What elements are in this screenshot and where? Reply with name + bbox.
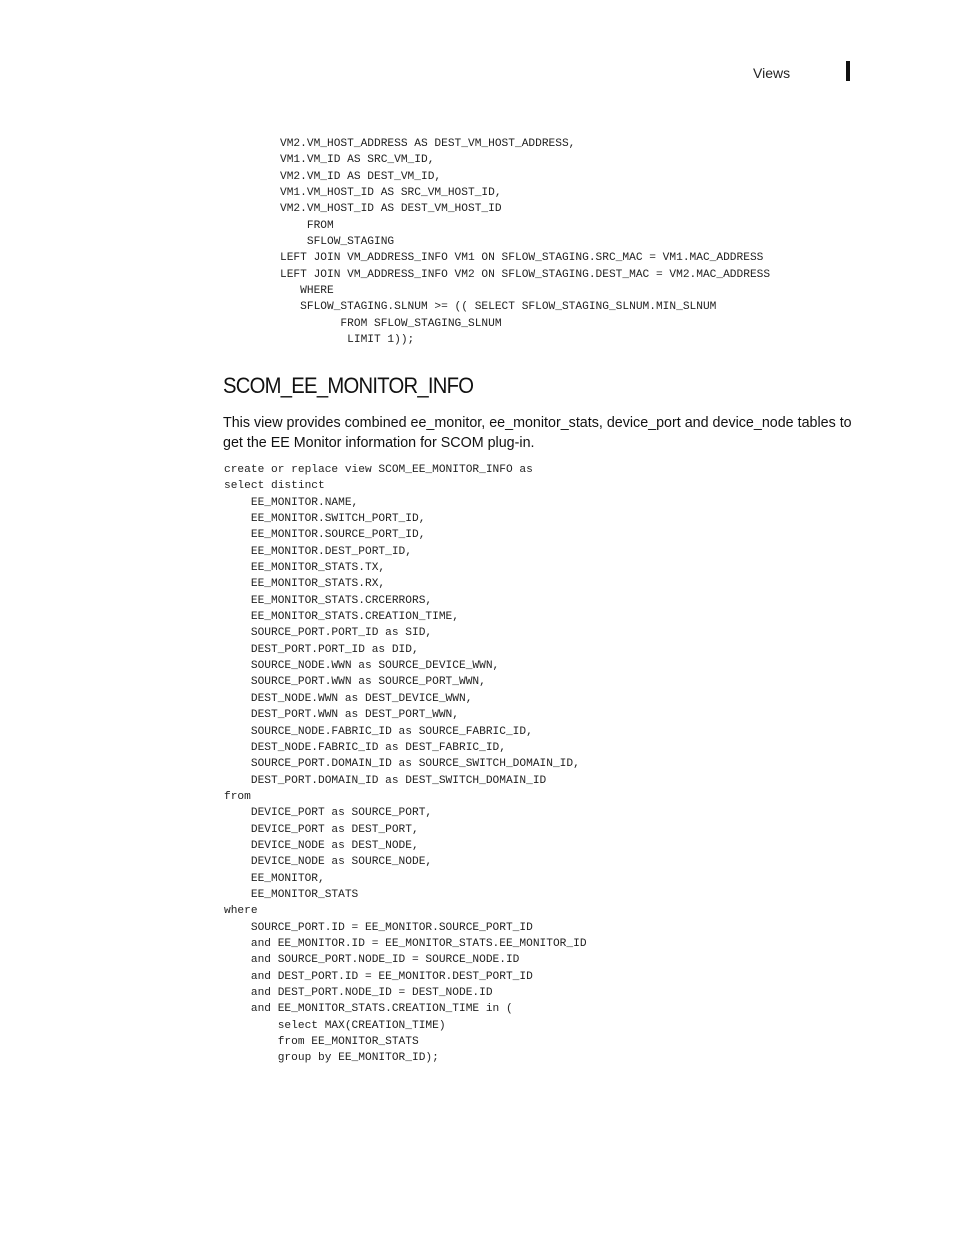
code-block-top: VM2.VM_HOST_ADDRESS AS DEST_VM_HOST_ADDRESS, VM1.VM_ID AS SRC_VM_ID, VM2.VM_ID AS DEST_VM_ID, VM1.VM_HOST_ID AS SRC_VM_HOST_ID, VM2.VM_HOST_ID AS DEST_VM_HOST_ID FROM SFLOW_STAGING LEFT JOIN VM_ADDRESS_INFO VM1 ON SFLOW_STAGING.SRC_MAC = VM1.MAC_ADDRESS LEFT JOIN VM_ADDRESS_INFO VM2 ON SFLOW_STAGING.DEST_MAC = VM2.MAC_ADDRESS WHERE SFLOW_STAGING.SLNUM >= (( SELECT SFLOW_STAGING_SLNUM.MIN_SLNUM FROM SFLOW_STAGING_SLNUM LIMIT 1)); [280, 138, 771, 347]
section-heading: SCOM_EE_MONITOR_INFO [223, 373, 474, 398]
section-description: This view provides combined ee_monitor, ee_monitor_stats, device_port and device_node tables to get the EE Monitor information for SCOM plug-in. [223, 415, 852, 451]
header-marker-bar [846, 61, 850, 81]
code-block-view-definition: create or replace view SCOM_EE_MONITOR_INFO as select distinct EE_MONITOR.NAME, EE_MONITOR.SWITCH_PORT_ID, EE_MONITOR.SOURCE_PORT_ID, EE_MONITOR.DEST_PORT_ID, EE_MONITOR_STATS.TX, EE_MONITOR_STATS.RX, EE_MONITOR_STATS.CRCERRORS, EE_MONITOR_STATS.CREATION_TIME, SOURCE_PORT.PORT_ID as SID, DEST_PORT.PORT_ID as DID, SOURCE_NODE.WWN as SOURCE_DEVICE_WWN, SOURCE_PORT.WWN as SOURCE_PORT_WWN, DEST_NODE.WWN as DEST_DEVICE_WWN, DEST_PORT.WWN as DEST_PORT_WWN, SOURCE_NODE.FABRIC_ID as SOURCE_FABRIC_ID, DEST_NODE.FABRIC_ID as DEST_FABRIC_ID, SOURCE_PORT.DOMAIN_ID as SOURCE_SWITCH_DOMAIN_ID, DEST_PORT.DOMAIN_ID as DEST_SWITCH_DOMAIN_ID from DEVICE_PORT as SOURCE_PORT, DEVICE_PORT as DEST_PORT, DEVICE_NODE as DEST_NODE, DEVICE_NODE as SOURCE_NODE, EE_MONITOR, EE_MONITOR_STATS where SOURCE_PORT.ID = EE_MONITOR.SOURCE_PORT_ID and EE_MONITOR.ID = EE_MONITOR_STATS.EE_MONITOR_ID and SOURCE_PORT.NODE_ID = SOURCE_NODE.ID and DEST_PORT.ID = EE_MONITOR.DEST_PORT_ID and DEST_PORT.NODE_ID = DEST_NODE.ID and EE_MONITOR_STATS.CREATION_TIME in ( select MAX(CREATION_TIME) from EE_MONITOR_STATS group by EE_MONITOR_ID); [224, 464, 587, 1065]
page-header-title: Views [753, 65, 791, 81]
